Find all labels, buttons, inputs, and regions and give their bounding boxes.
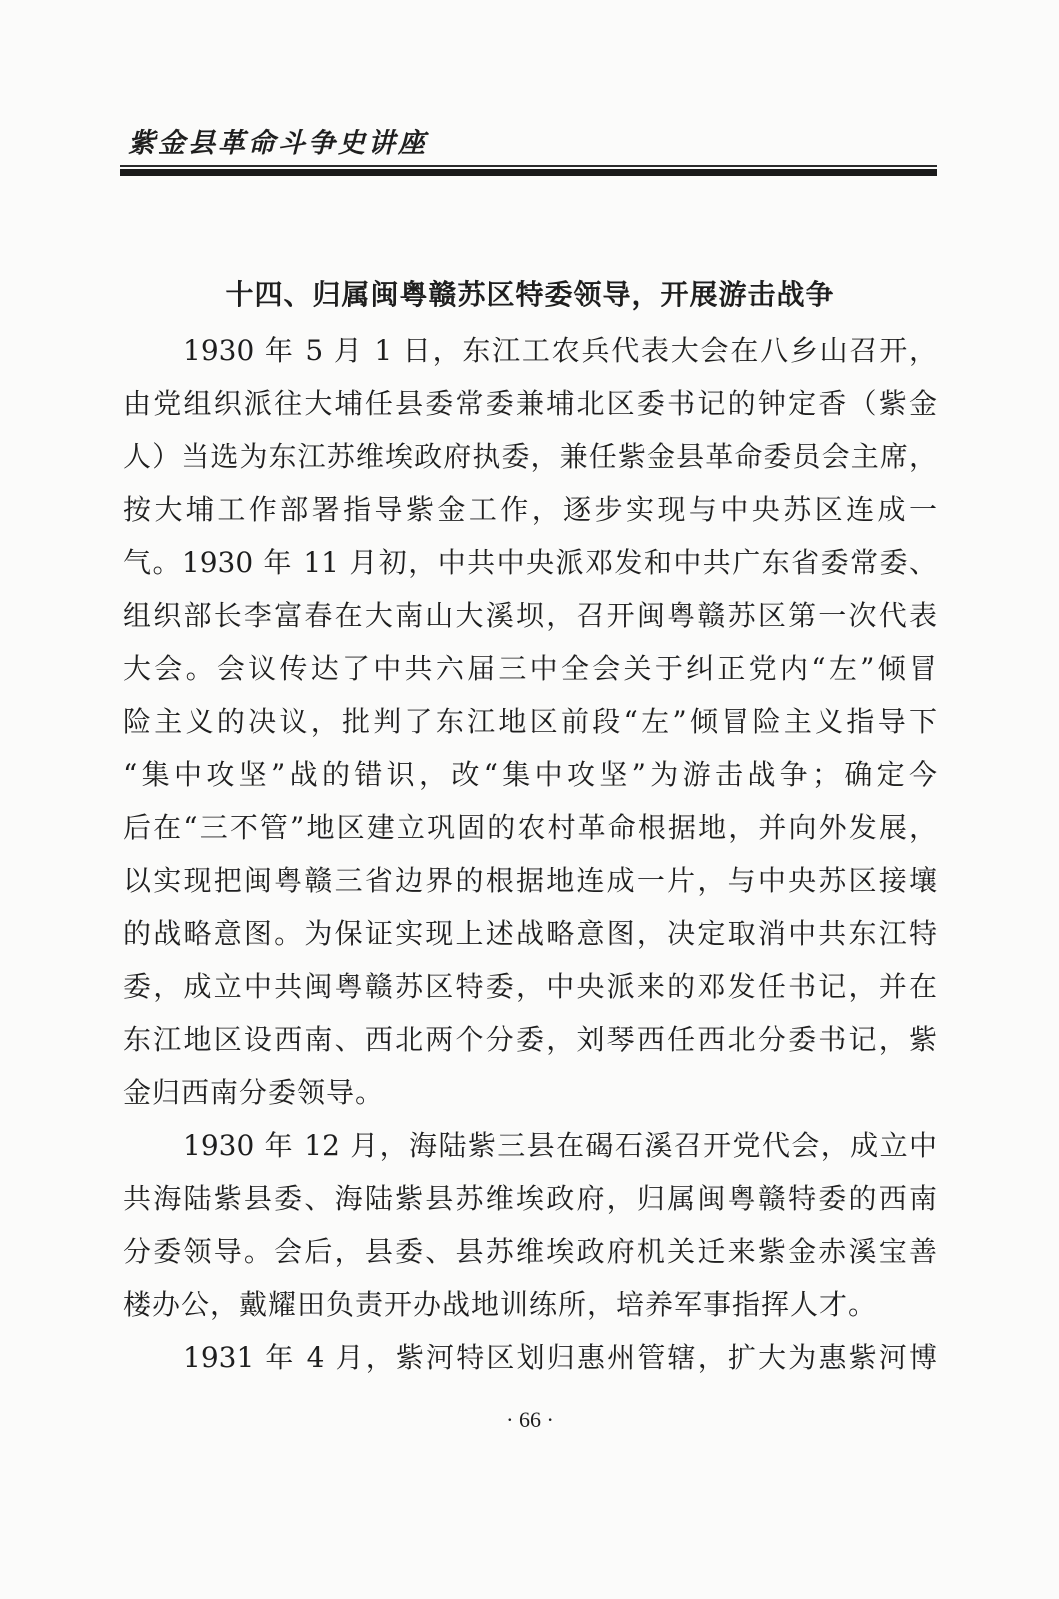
text-line: 按大埔工作部署指导紫金工作，逐步实现与中央苏区连成一 — [123, 493, 937, 526]
header-rule-thick — [120, 169, 937, 176]
text-line: 气。1930 年 11 月初，中共中央派邓发和中共广东省委常委、 — [123, 546, 937, 579]
paragraph — [123, 1119, 937, 1331]
text-line: 东江地区设西南、西北两个分委，刘琴西任西北分委书记，紫 — [123, 1023, 937, 1056]
text-line: 的战略意图。为保证实现上述战略意图，决定取消中共东江特 — [123, 917, 937, 950]
text-line: 分委领导。会后，县委、县苏维埃政府机关迁来紫金赤溪宝善 — [123, 1235, 937, 1268]
text-line: “集中攻坚”战的错识，改“集中攻坚”为游击战争；确定今 — [123, 758, 937, 791]
paragraph — [123, 1331, 937, 1384]
text-line: 1930 年 5 月 1 日，东江工农兵代表大会在八乡山召开， — [183, 334, 937, 367]
running-header-title: 紫金县革命斗争史讲座 — [128, 128, 428, 159]
text-line: 后在“三不管”地区建立巩固的农村革命根据地，并向外发展， — [123, 811, 937, 844]
body-text — [123, 324, 937, 1384]
text-line: 大会。会议传达了中共六届三中全会关于纠正党内“左”倾冒 — [123, 652, 937, 685]
text-line: 楼办公，戴耀田负责开办战地训练所，培养军事指挥人才。 — [123, 1288, 878, 1321]
paragraph — [123, 324, 937, 1119]
header-rule-thin — [120, 165, 937, 167]
text-line: 1931 年 4 月，紫河特区划归惠州管辖，扩大为惠紫河博 — [183, 1341, 937, 1374]
section-title: 十四、归属闽粤赣苏区特委领导，开展游击战争 — [225, 278, 835, 311]
page-number: · 66 · — [506, 1407, 554, 1432]
text-line: 1930 年 12 月，海陆紫三县在碣石溪召开党代会，成立中 — [183, 1129, 937, 1162]
text-line: 险主义的决议，批判了东江地区前段“左”倾冒险主义指导下 — [123, 705, 937, 738]
text-line: 由党组织派往大埔任县委常委兼埔北区委书记的钟定香（紫金 — [123, 387, 937, 420]
text-line: 人）当选为东江苏维埃政府执委，兼任紫金县革命委员会主席， — [123, 440, 937, 473]
text-line: 金归西南分委领导。 — [123, 1076, 385, 1109]
text-line: 以实现把闽粤赣三省边界的根据地连成一片，与中央苏区接壤 — [123, 864, 937, 897]
text-line: 共海陆紫县委、海陆紫县苏维埃政府，归属闽粤赣特委的西南 — [123, 1182, 937, 1215]
text-line: 委，成立中共闽粤赣苏区特委，中央派来的邓发任书记，并在 — [123, 970, 937, 1003]
text-line: 组织部长李富春在大南山大溪坝，召开闽粤赣苏区第一次代表 — [123, 599, 937, 632]
